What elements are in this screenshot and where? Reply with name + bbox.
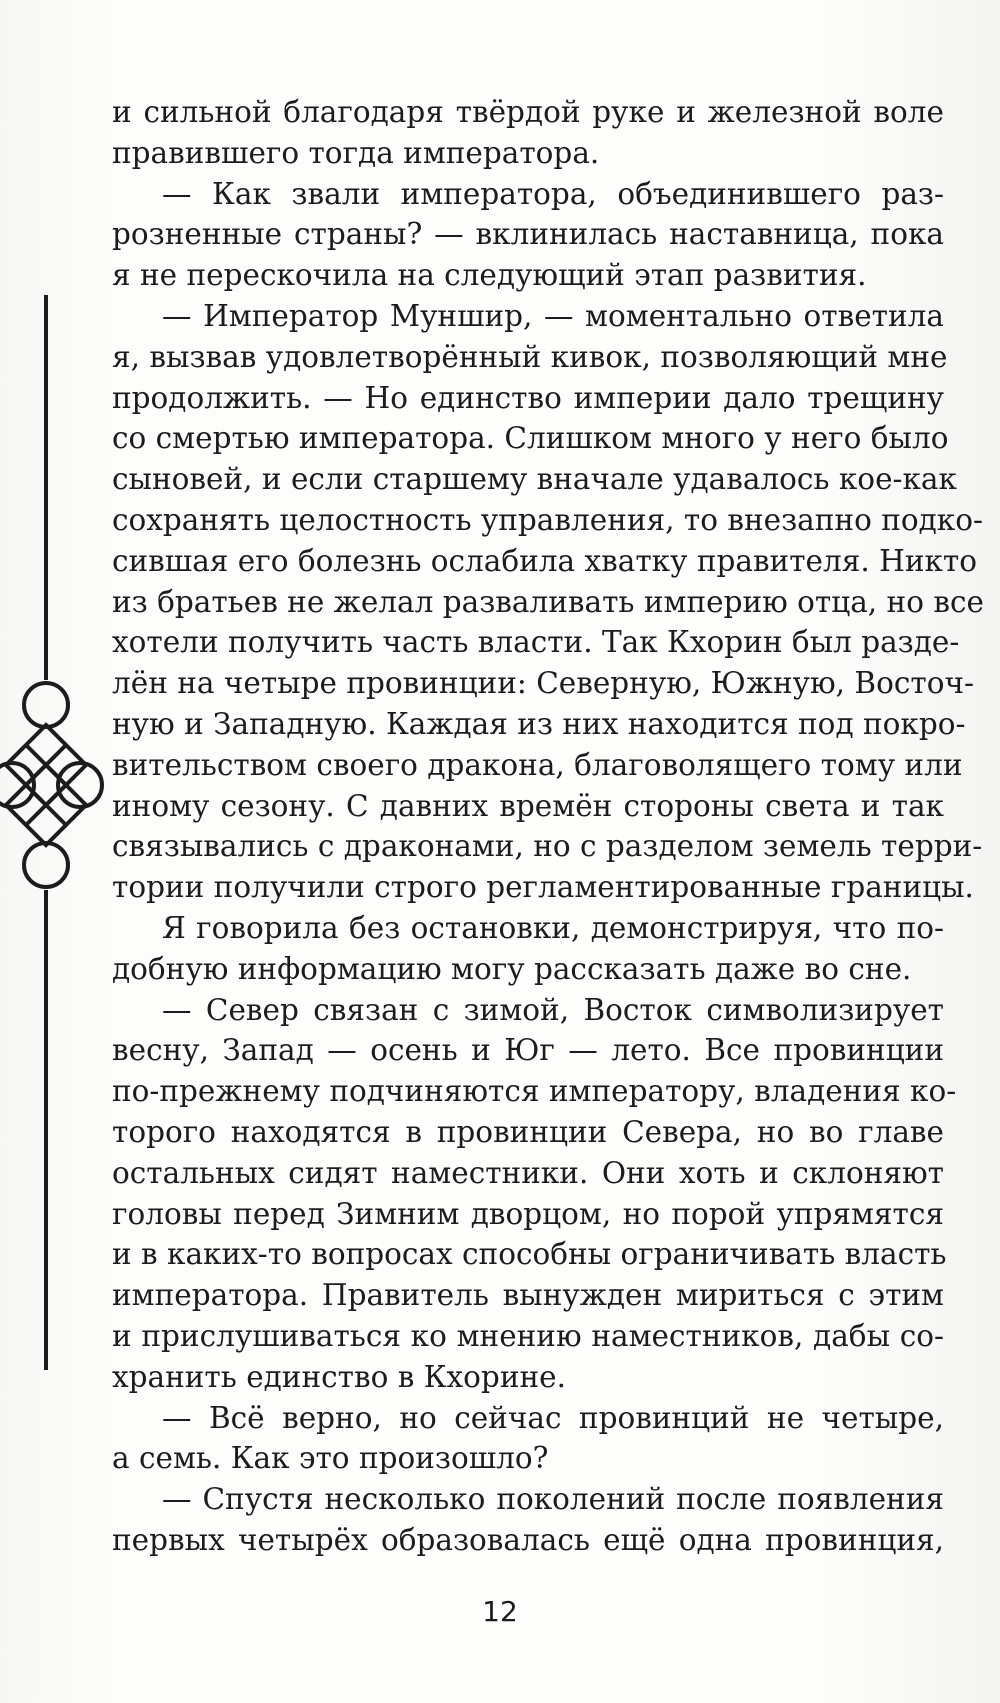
- text-line: и сильной благодаря твёрдой руке и железной воле: [112, 95, 944, 129]
- text-line: первых четырёх образовалась ещё одна провинция,: [112, 1522, 944, 1557]
- text-line: я не перескочила на следующий этап развития.: [112, 258, 867, 293]
- text-line: хотели получить часть власти. Так Кхорин был разде-: [112, 625, 960, 660]
- text-line: императора. Правитель вынужден мириться с этим: [112, 1278, 944, 1313]
- text-line: — Император Муншир, — моментально ответила: [162, 298, 944, 333]
- text-line: из братьев не желал разваливать империю отца, но все: [112, 584, 984, 619]
- text-line: остальных сидят наместники. Они хоть и склоняют: [112, 1155, 944, 1190]
- text-line: связывались с драконами, но с разделом земель терри-: [112, 829, 983, 864]
- text-line: иному сезону. С давних времён стороны света и так: [112, 788, 944, 823]
- text-line: весну, Запад — осень и Юг — лето. Все провинции: [112, 1033, 944, 1068]
- body-text: [112, 92, 984, 1561]
- text-line: Я говорила без остановки, демонстрируя, что по-: [162, 910, 944, 945]
- text-line: — Всё верно, но сейчас провинций не четыре,: [162, 1400, 944, 1435]
- text-line: по-прежнему подчиняются императору, владения ко-: [112, 1074, 957, 1109]
- text-line: я, вызвав удовлетворённый кивок, позволяющий мне: [112, 339, 948, 374]
- text-line: — Север связан с зимой, Восток символизирует: [162, 992, 944, 1027]
- text-line: вительством своего дракона, благоволящего тому или: [112, 747, 963, 782]
- text-line: продолжить. — Но единство империи дало трещину: [112, 380, 944, 415]
- text-line: а семь. Как это произошло?: [112, 1441, 549, 1476]
- text-line: правившего тогда императора.: [112, 135, 600, 170]
- text-line: лён на четыре провинции: Северную, Южную, Восточ-: [112, 666, 974, 701]
- text-line: со смертью императора. Слишком много у него было: [112, 421, 949, 456]
- text-line: хранить единство в Кхорине.: [112, 1359, 566, 1394]
- text-line: — Как звали императора, объединившего раз-: [162, 176, 944, 211]
- text-line: тории получили строго регламентированные границы.: [112, 870, 974, 905]
- text-line: сившая его болезнь ослабила хватку правителя. Никто: [112, 543, 978, 578]
- text-line: сохранять целостность управления, то внезапно подко-: [112, 502, 983, 537]
- text-line: и прислушиваться ко мнению наместников, дабы со-: [112, 1318, 944, 1353]
- text-line: головы перед Зимним дворцом, но порой упрямятся: [112, 1196, 944, 1231]
- text-line: торого находятся в провинции Севера, но во главе: [112, 1114, 944, 1149]
- text-line: — Спустя несколько поколений после появления: [162, 1482, 944, 1517]
- text-line: ную и Западную. Каждая из них находится под покро-: [112, 706, 966, 741]
- page-number: 12: [482, 1595, 518, 1628]
- text-line: и в каких-то вопросах способны ограничивать власть: [112, 1237, 947, 1272]
- text-line: розненные страны? — вклинилась наставница, пока: [112, 217, 944, 252]
- text-line: добную информацию могу рассказать даже во сне.: [112, 951, 912, 986]
- endless-knot-ornament: [0, 295, 110, 1370]
- text-line: сыновей, и если старшему вначале удавалось кое-как: [112, 462, 957, 497]
